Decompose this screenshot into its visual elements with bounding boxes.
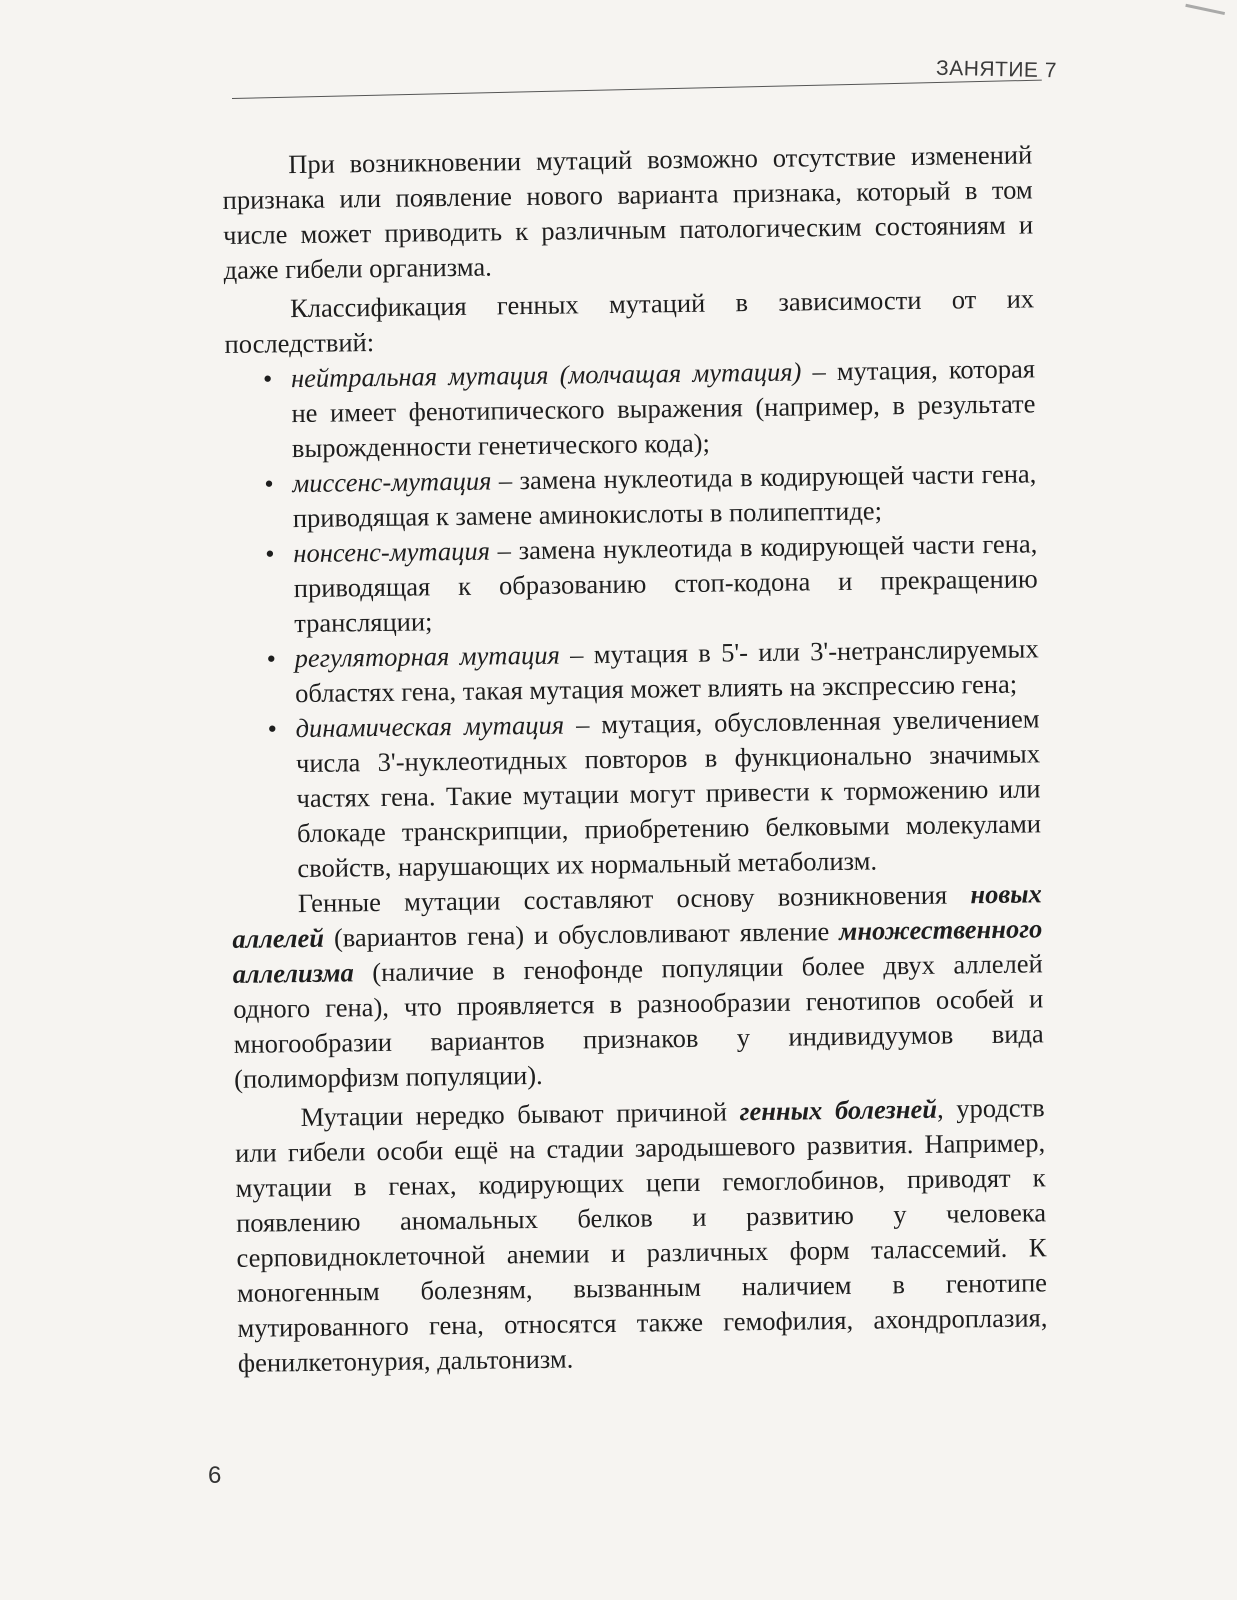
list-item-term: регуляторная мутация	[294, 639, 561, 674]
scan-corner-mark	[1185, 0, 1226, 15]
paragraph-alleles	[232, 876, 1045, 1097]
list-item	[229, 701, 1041, 887]
bullet-icon: •	[264, 468, 274, 499]
text-run: , уродств или гибели особи ещё на стадии зародышевого развития. Например, мутации в генах, кодирующих цепи гемоглобинов, приводят к появлению аномальных белков и развитию у человека серповидноклеточной анемии и различных форм талассемий. К моногенным болезням, вызванным наличием в генотипе мутированного гена, относятся также гемофилия, ахондроплазия, фенилкетонурия, дальтонизм.	[234, 1092, 1048, 1378]
list-item-term: миссенс-мутация	[292, 465, 492, 499]
paragraph-intro: При возникновении мутаций возможно отсутствие изменений признака или появление нового варианта признака, который в том числе может приводить к различным патологическим состояниям и даже гибели организма.	[222, 139, 1034, 285]
list-item-text: – мутация в 5'- или 3'-нетранслируемых областях гена, такая мутация может влиять на экспрессию гена;	[294, 633, 1039, 709]
bullet-icon: •	[265, 538, 275, 569]
running-header: ЗАНЯТИЕ 7	[935, 56, 1058, 83]
list-item	[225, 351, 1036, 467]
list-item-text: – замена нуклеотида в кодирующей части гена, приводящая к образованию стоп-кодона и прекращению трансляции;	[293, 528, 1038, 639]
list-item	[226, 456, 1037, 537]
bullet-icon: •	[266, 643, 277, 674]
list-item-term: нонсенс-мутация	[293, 535, 491, 569]
key-term: множественного аллелизма	[232, 913, 1043, 989]
bullet-icon: •	[262, 363, 273, 394]
text-run: (наличие в генофонде популяции более двух аллелей одного гена), что проявляется в разнообразии генотипов особей и многообразии вариантов признаков у индивидуумов вида (полиморфизм популяции).	[233, 948, 1044, 1094]
page-body	[222, 137, 1048, 1380]
list-item-text: – мутация, обусловленная увеличением числа 3'-нуклеотидных повторов в функционально значимых частях гена. Такие мутации могут привести к торможению или блокаде транскрипции, приобретению белковыми молекулами свойств, нарушающих их нормальный метаболизм.	[295, 703, 1042, 884]
bullet-icon: •	[267, 713, 278, 744]
paragraph-diseases	[234, 1090, 1048, 1381]
list-item	[227, 526, 1038, 642]
paragraph-classification: Классификация генных мутаций в зависимости от их последствий:	[224, 283, 1035, 359]
list-item-term: нейтральная мутация (молчащая мутация)	[290, 356, 802, 394]
text-run: Мутации нередко бывают причиной	[300, 1096, 740, 1133]
text-run: Генные мутации составляют основу возникновения	[297, 879, 971, 919]
page-number: 6	[208, 1462, 222, 1489]
list-item	[228, 631, 1039, 712]
list-item-term: динамическая мутация	[295, 709, 565, 744]
list-item-text: – замена нуклеотида в кодирующей части гена, приводящая к замене аминокислоты в полипептиде;	[292, 458, 1037, 534]
text-run: (вариантов гена) и обусловливают явление	[323, 915, 840, 953]
mutation-list	[225, 351, 1042, 887]
header-divider	[232, 80, 1042, 99]
key-term: генных болезней	[739, 1093, 938, 1127]
key-term: новых аллелей	[232, 878, 1043, 954]
list-item-text: – мутация, которая не имеет фенотипического выражения (например, в результате вырожденности генетического кода);	[291, 353, 1036, 464]
